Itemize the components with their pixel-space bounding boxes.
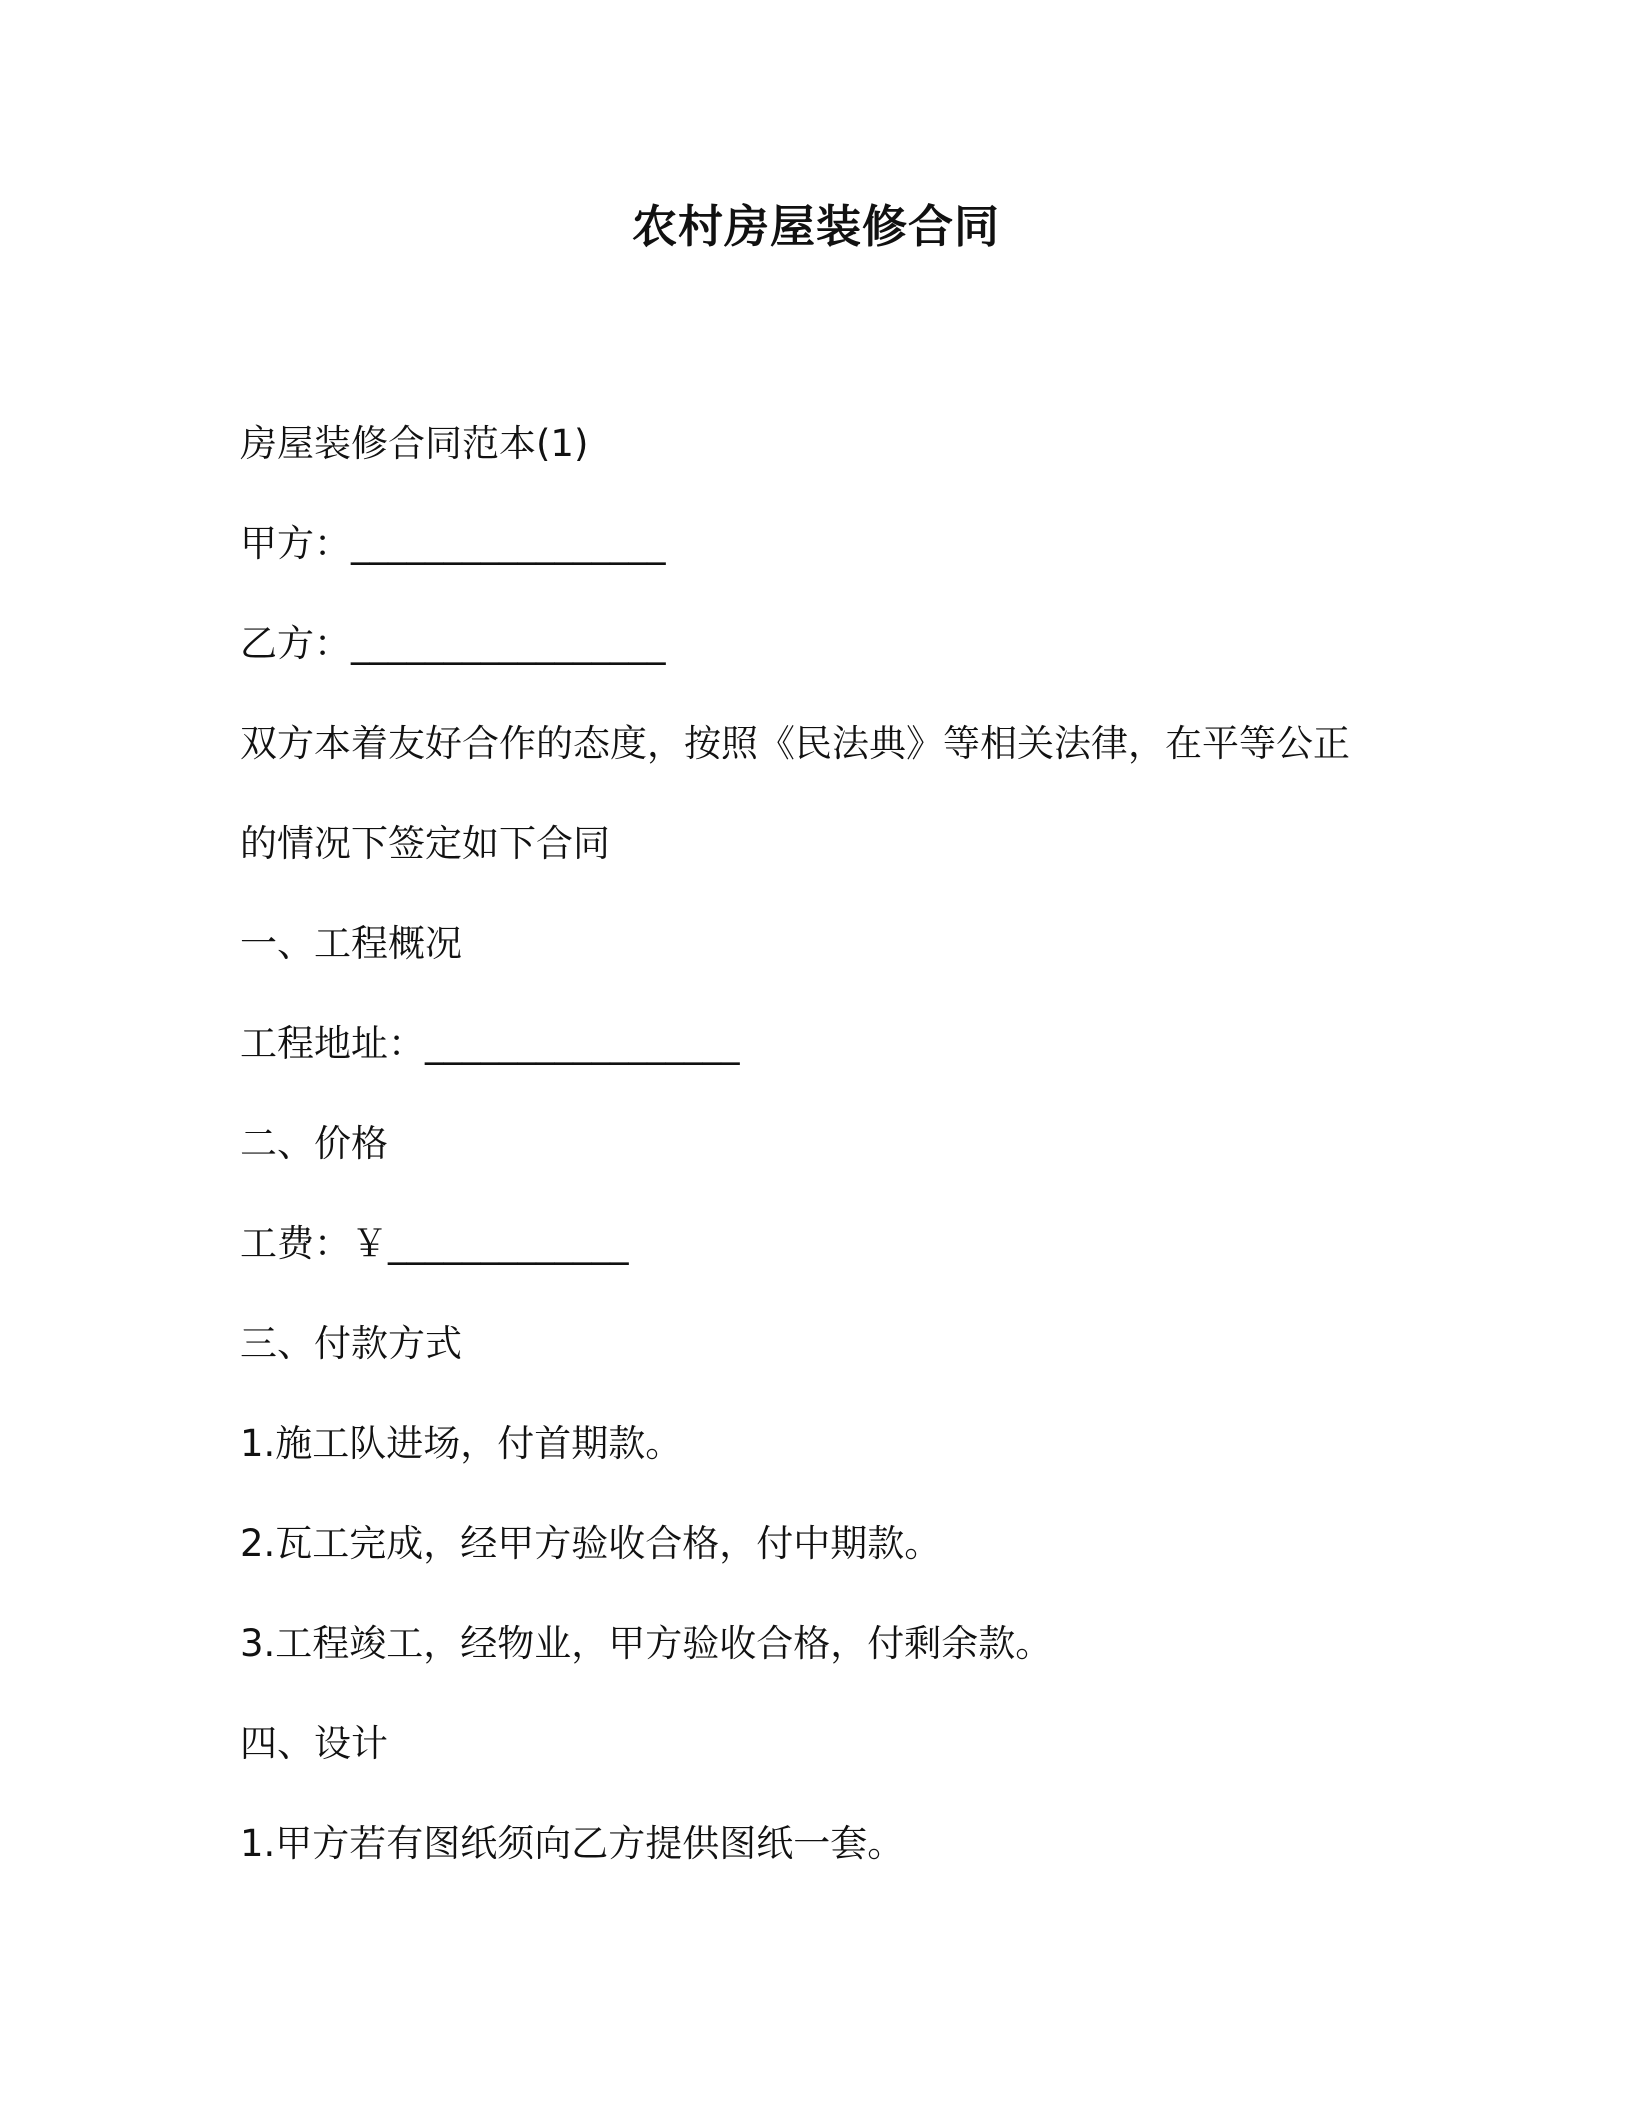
section-heading-project-overview: 一、工程概况 — [240, 922, 462, 965]
party-b-line: 乙方：_________________ — [240, 622, 666, 665]
intro-line-1: 双方本着友好合作的态度，按照《民法典》等相关法律，在平等公正 — [240, 722, 1350, 765]
payment-item-3: 3.工程竣工，经物业，甲方验收合格，付剩余款。 — [240, 1622, 1053, 1665]
payment-item-2: 2.瓦工完成，经甲方验收合格，付中期款。 — [240, 1522, 942, 1565]
document-subtitle: 房屋装修合同范本(1) — [240, 422, 589, 465]
party-a-line: 甲方：_________________ — [240, 522, 666, 565]
document-body — [240, 394, 1400, 1894]
payment-item-1: 1.施工队进场，付首期款。 — [240, 1422, 683, 1465]
section-heading-price: 二、价格 — [240, 1122, 388, 1165]
section-heading-design: 四、设计 — [240, 1722, 388, 1765]
section-heading-payment: 三、付款方式 — [240, 1322, 462, 1365]
document-title: 农村房屋装修合同 — [631, 200, 1000, 253]
intro-line-2: 的情况下签定如下合同 — [240, 822, 610, 865]
project-address-line: 工程地址：_________________ — [240, 1022, 740, 1065]
design-item-1: 1.甲方若有图纸须向乙方提供图纸一套。 — [240, 1822, 905, 1865]
labor-fee-line: 工费：￥_____________ — [240, 1222, 629, 1265]
